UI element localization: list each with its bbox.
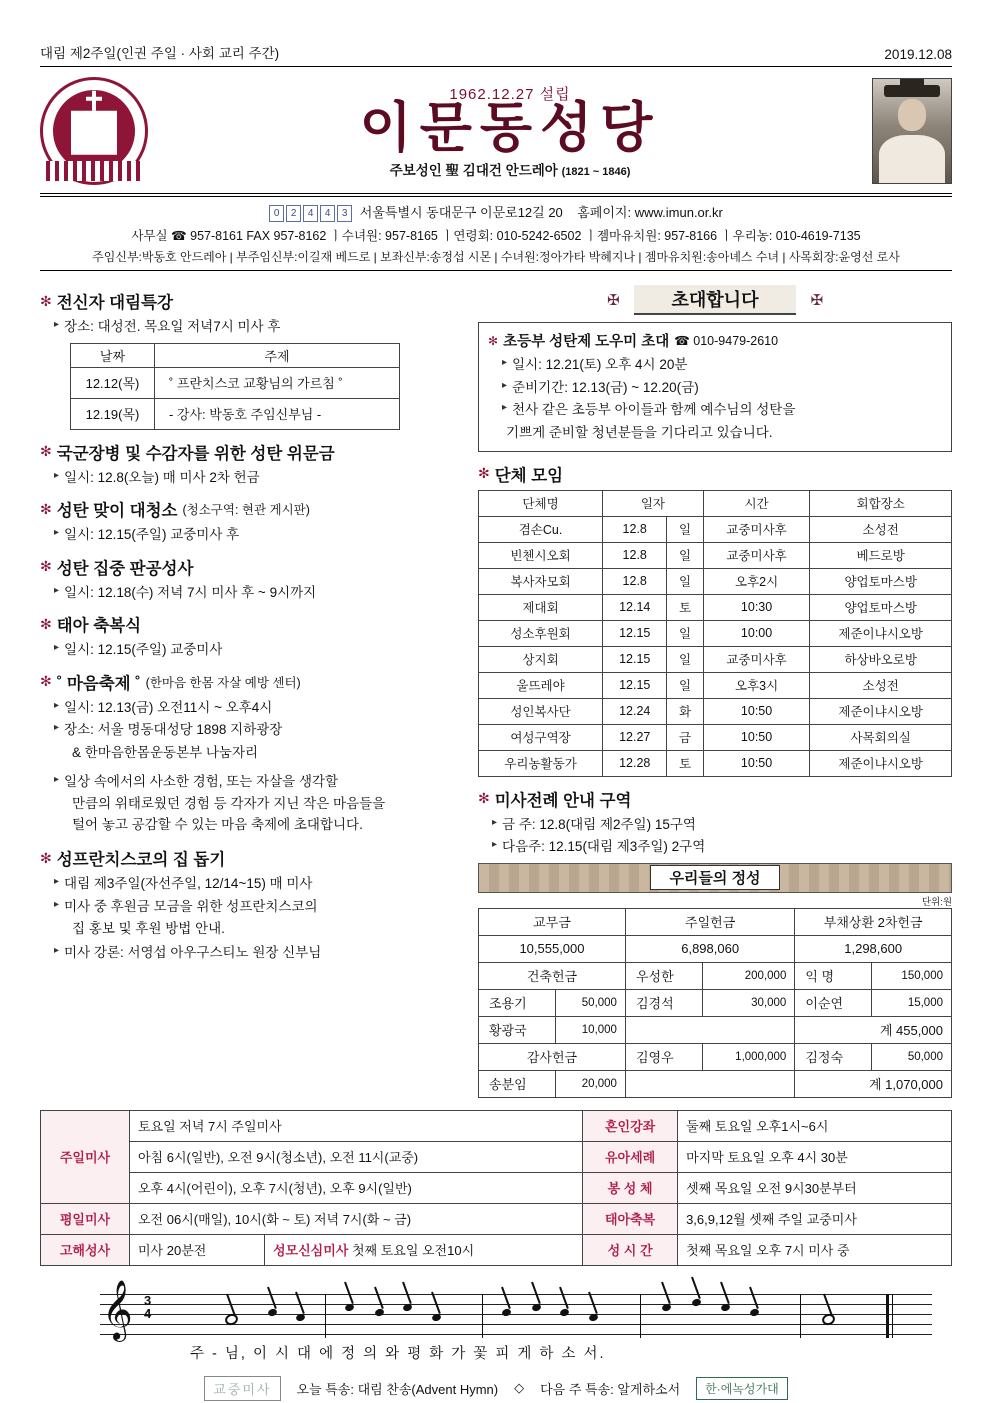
list-item [54, 525, 460, 545]
table-cell: 여성구역장 [479, 724, 603, 750]
table-cell: 빈첸시오회 [479, 542, 603, 568]
table-cell: 토 [667, 750, 703, 776]
table-row [479, 750, 952, 776]
table-cell: 오전 06시(매일), 10시(화 ~ 토) 저녁 7시(화 ~ 금) [130, 1203, 583, 1234]
hymn-notation [40, 1280, 952, 1370]
list-item-label: 일시: 12.15(주일) 교중미사 [64, 642, 223, 658]
list-item-label: 일시: 12.18(수) 저녁 7시 미사 후 ~ 9시까지 [64, 584, 317, 600]
table-cell: 12.12(목) [71, 367, 155, 398]
table-row [479, 516, 952, 542]
sunday-title: 대림 제2주일(인권 주일 · 사회 교리 주간) [40, 46, 280, 61]
row-label: 봉 성 체 [583, 1172, 678, 1203]
table-cell: 12.15 [603, 646, 667, 672]
table-row [479, 962, 952, 989]
list-item-label: 장소: 서울 명동대성당 1898 지하광장 [64, 722, 283, 738]
invite-box [478, 322, 952, 452]
marian-mass-value: 첫째 토요일 오전10시 [351, 1243, 475, 1259]
list-item-continuation: 기쁘게 준비할 청년분들을 기다리고 있습니다. [506, 424, 773, 440]
divider-c [40, 270, 952, 271]
triangle-bullet-icon: ▸ [502, 357, 508, 369]
table-row [479, 542, 952, 568]
offering-unit: 단위:원 [921, 896, 952, 908]
section-title: 국군장병 및 수감자를 위한 성탄 위문금 [56, 444, 335, 463]
triangle-bullet-icon: ▸ [502, 379, 508, 391]
table-cell: 10:50 [703, 750, 810, 776]
list-item [492, 815, 952, 835]
section-title: 성탄 집중 판공성사 [56, 559, 194, 578]
table-header: 회합장소 [810, 490, 952, 516]
contact-line: 사무실 ☎ 957-8161 FAX 957-8162 ㅣ수녀원: 957-8165 ㅣ연령회: 010-5242-6502 ㅣ젬마유치원: 957-8166 ㅣ우리농: 010-4619-7135 [131, 229, 861, 244]
table-row [41, 1203, 952, 1234]
list-item-label: 대림 제3주일(자선주일, 12/14~15) 매 미사 [64, 876, 313, 892]
section-subtitle: (한마음 한몸 자살 예방 센터) [145, 675, 301, 690]
triangle-bullet-icon: ▸ [54, 642, 60, 654]
section-confession [40, 555, 460, 579]
zip-digit: 3 [337, 205, 352, 222]
flower-mark-icon: ✻ [40, 558, 52, 575]
patron-portrait [872, 78, 952, 184]
church-name: 이문동성당 [359, 98, 661, 159]
divider-top [40, 66, 952, 67]
diamond-icon: ◇ [514, 1380, 525, 1396]
table-cell: 12.19(목) [71, 398, 155, 429]
table-cell: 둘째 토요일 오후1시~6시 [678, 1110, 952, 1141]
cross-icon: ✠ [606, 292, 620, 310]
zip-digit: 4 [303, 205, 318, 222]
zip-code [269, 205, 352, 222]
zip-digit: 2 [286, 205, 301, 222]
list-item [502, 400, 942, 420]
footer-bar [40, 1376, 952, 1401]
table-row [479, 620, 952, 646]
row-label: 유아세례 [583, 1141, 678, 1172]
table-cell: 12.15 [603, 672, 667, 698]
section-mass-district [478, 787, 952, 811]
list-item-label: 미사 중 후원금 모금을 위한 성프란치스코의 [64, 898, 318, 914]
time-signature-bottom: 4 [144, 1306, 152, 1322]
list-item [492, 837, 952, 857]
table-cell: 성소후원회 [479, 620, 603, 646]
staff-line: 주임신부:박동호 안드레아 | 부주임신부:이길재 베드로 | 보좌신부:송정섭 시몬 | 수녀원:정아가타 박혜지나 | 젬마유치원:송아녜스 수녀 | 사목회장:윤영선 로사 [92, 250, 900, 265]
list-item [54, 317, 460, 337]
table-row [479, 594, 952, 620]
table-cell: 김경석 [625, 989, 702, 1016]
table-cell: 겸손Cu. [479, 516, 603, 542]
table-cell: 김영우 [625, 1043, 702, 1070]
table-cell: 제준이냐시오방 [810, 698, 952, 724]
triangle-bullet-icon: ▸ [54, 527, 60, 539]
triangle-bullet-icon: ▸ [54, 319, 60, 331]
table-cell [265, 1234, 583, 1265]
table-cell: 황광국 [479, 1016, 556, 1043]
table-cell: 일 [667, 542, 703, 568]
table-cell: 금 [667, 724, 703, 750]
invite-title: 초대합니다 [634, 285, 797, 315]
table-cell: 토 [667, 594, 703, 620]
issue-date: 2019.12.08 [884, 47, 952, 62]
right-column [478, 279, 952, 1098]
table-row [479, 989, 952, 1016]
invite-box-title [488, 330, 942, 351]
table-header: 주일헌금 [625, 908, 794, 935]
table-cell: 10:00 [703, 620, 810, 646]
table-cell: 20,000 [555, 1070, 625, 1097]
table-cell: 12.8 [603, 568, 667, 594]
table-cell: 교중미사후 [703, 646, 810, 672]
hymn-lyrics: 주 - 님, 이 시 대 에 정 의 와 평 화 가 꽃 피 게 하 소 서. [190, 1345, 606, 1362]
table-row [41, 1110, 952, 1141]
homepage-link[interactable]: 홈페이지: www.imun.or.kr [577, 205, 723, 220]
table-cell: 우성한 [625, 962, 702, 989]
table-cell: 양업토마스방 [810, 594, 952, 620]
table-row [41, 1234, 952, 1265]
next-hymn: 다음 주 특송: 알게하소서 [540, 1381, 681, 1397]
table-row [479, 672, 952, 698]
table-cell: 아침 6시(일반), 오전 9시(청소년), 오전 11시(교중) [130, 1141, 583, 1172]
time-signature-top: 3 [144, 1292, 152, 1308]
list-item [54, 943, 460, 963]
invite-phone: ☎ 010-9479-2610 [674, 334, 779, 349]
table-cell: 사목회의실 [810, 724, 952, 750]
flower-mark-icon: ✻ [40, 443, 52, 460]
invite-heading [478, 285, 952, 315]
table-cell: 성인복사단 [479, 698, 603, 724]
table-cell-empty [625, 1070, 794, 1097]
table-cell: 10:50 [703, 698, 810, 724]
masthead [40, 75, 952, 187]
triangle-bullet-icon: ▸ [54, 945, 60, 957]
group-meeting-table [478, 490, 952, 777]
table-cell: 150,000 [872, 962, 952, 989]
table-row [479, 698, 952, 724]
table-cell: 첫째 목요일 오후 7시 미사 중 [678, 1234, 952, 1265]
table-cell: 울뜨레야 [479, 672, 603, 698]
table-cell: 오후2시 [703, 568, 810, 594]
table-cell: 화 [667, 698, 703, 724]
offering-banner-label: 우리들의 정성 [650, 865, 779, 890]
table-cell-empty [625, 1016, 794, 1043]
triangle-bullet-icon: ▸ [54, 584, 60, 596]
section-subtitle: (청소구역: 현관 게시판) [182, 503, 310, 518]
building-offering-label: 건축헌금 [479, 962, 626, 989]
today-hymn: 오늘 특송: 대림 찬송(Advent Hymn) [296, 1381, 499, 1397]
choir-name-stamp: 한·에녹성가대 [696, 1377, 788, 1400]
table-cell: 익 명 [795, 962, 872, 989]
table-header: 교무금 [479, 908, 626, 935]
table-cell: 12.28 [603, 750, 667, 776]
table-row [479, 1016, 952, 1043]
table-cell: 제준이냐시오방 [810, 620, 952, 646]
triangle-bullet-icon: ▸ [54, 699, 60, 711]
table-cell: 3,6,9,12월 셋째 주일 교중미사 [678, 1203, 952, 1234]
thanks-subtotal: 계 1,070,000 [795, 1070, 952, 1097]
patron-text: 주보성인 聖 김대건 안드레아 [389, 162, 558, 178]
list-item-label: 일상 속에서의 사소한 경험, 또는 자살을 생각할 [64, 773, 339, 789]
table-cell: - 강사: 박동호 주임신부님 - [154, 398, 399, 429]
section-title: 성프란치스코의 집 돕기 [56, 851, 226, 870]
table-row [71, 367, 400, 398]
table-cell: 이순연 [795, 989, 872, 1016]
section-title: 태아 축복식 [56, 617, 142, 636]
table-cell: 양업토마스방 [810, 568, 952, 594]
list-item-label: 다음주: 12.15(대림 제3주일) 2구역 [502, 839, 706, 855]
list-item-continuation: & 한마음한몸운동본부 나눔자리 [72, 745, 259, 760]
list-item [502, 355, 942, 375]
list-item [54, 698, 460, 718]
address-text: 서울특별시 동대문구 이문로12길 20 [359, 205, 563, 220]
list-item [54, 874, 460, 894]
table-cell: 12.8 [603, 542, 667, 568]
top-line [40, 0, 952, 62]
row-label: 태아축복 [583, 1203, 678, 1234]
table-row [479, 568, 952, 594]
weekday-mass-label: 평일미사 [41, 1203, 130, 1234]
triangle-bullet-icon: ▸ [54, 773, 60, 785]
section-title: 미사전례 안내 구역 [494, 791, 632, 810]
section-mind-festival [40, 670, 460, 694]
offering-table [478, 908, 952, 1098]
title-block [148, 83, 872, 179]
list-item-label: 천사 같은 초등부 아이들과 함께 예수님의 성탄을 [512, 402, 796, 418]
flower-mark-icon: ✻ [488, 333, 499, 348]
table-cell: 12.27 [603, 724, 667, 750]
table-header: 부채상환 2차헌금 [795, 908, 952, 935]
table-cell: 복사자모회 [479, 568, 603, 594]
patron-years: (1821 ~ 1846) [561, 165, 631, 178]
section-title: 성탄 맞이 대청소 [56, 502, 178, 521]
table-cell: 토요일 저녁 7시 주일미사 [130, 1110, 583, 1141]
triangle-bullet-icon: ▸ [54, 469, 60, 481]
list-item [54, 772, 460, 792]
list-item-continuation: 털어 놓고 공감할 수 있는 마음 축제에 초대합니다. [72, 817, 363, 833]
zip-digit: 0 [269, 205, 284, 222]
table-cell: 1,298,600 [795, 935, 952, 962]
table-cell: 10,000 [555, 1016, 625, 1043]
building-subtotal: 계 455,000 [795, 1016, 952, 1043]
table-cell: 일 [667, 646, 703, 672]
list-item-continuation: 만큼의 위태로웠던 경험 등 각자가 지닌 작은 마음들을 [72, 796, 386, 812]
list-item [54, 468, 460, 488]
table-cell: 10,555,000 [479, 935, 626, 962]
table-cell: 일 [667, 568, 703, 594]
section-franciscan-house [40, 846, 460, 870]
triangle-bullet-icon: ▸ [54, 898, 60, 910]
parish-crest-icon [40, 77, 148, 185]
section-group-meetings [478, 462, 952, 486]
list-item [502, 378, 942, 398]
table-cell: 오후 4시(어린이), 오후 7시(청년), 오후 9시(일반) [130, 1172, 583, 1203]
flower-mark-icon: ✻ [40, 673, 52, 690]
flower-mark-icon: ✻ [40, 292, 52, 309]
table-header: 단체명 [479, 490, 603, 516]
table-header: 일자 [603, 490, 704, 516]
table-row [479, 1043, 952, 1070]
table-header: 시간 [703, 490, 810, 516]
flower-mark-icon: ✻ [40, 615, 52, 632]
confession-label: 고해성사 [41, 1234, 130, 1265]
list-item-label: 미사 강론: 서영섭 아우구스티노 원장 신부님 [64, 945, 322, 961]
triangle-bullet-icon: ▸ [54, 722, 60, 734]
table-cell: 교중미사후 [703, 516, 810, 542]
table-cell: 12.8 [603, 516, 667, 542]
marian-mass-label: 성모신심미사 [273, 1243, 349, 1259]
table-cell: 소성전 [810, 516, 952, 542]
table-cell: 200,000 [702, 962, 795, 989]
flower-mark-icon: ✻ [40, 500, 52, 517]
table-cell: 12.14 [603, 594, 667, 620]
section-title: 단체 모임 [494, 466, 564, 485]
triangle-bullet-icon: ▸ [54, 876, 60, 888]
sunday-mass-label: 주일미사 [41, 1110, 130, 1203]
content-columns [40, 279, 952, 1098]
table-cell: 소성전 [810, 672, 952, 698]
table-cell: 교중미사후 [703, 542, 810, 568]
table-cell: ˚ 프란치스코 교황님의 가르침 ˚ [154, 367, 399, 398]
table-cell: 상지회 [479, 646, 603, 672]
list-item-label: 준비기간: 12.13(금) ~ 12.20(금) [512, 379, 699, 395]
list-item-label: 일시: 12.21(토) 오후 4시 20분 [512, 357, 688, 373]
thanks-offering-label: 감사헌금 [479, 1043, 626, 1070]
table-cell: 50,000 [555, 989, 625, 1016]
table-cell: 오후3시 [703, 672, 810, 698]
table-cell: 미사 20분전 [130, 1234, 265, 1265]
table-row [71, 398, 400, 429]
section-advent-lecture [40, 289, 460, 313]
section-title: 전신자 대림특강 [56, 294, 173, 313]
table-cell: 30,000 [702, 989, 795, 1016]
time-signature [144, 1294, 151, 1321]
table-cell: 15,000 [872, 989, 952, 1016]
table-cell: 12.15 [603, 620, 667, 646]
patron-saint [158, 159, 862, 179]
list-item [54, 720, 460, 740]
invite-box-title-text: 초등부 성탄제 도우미 초대 [503, 334, 670, 351]
table-cell: 하상바오로방 [810, 646, 952, 672]
triangle-bullet-icon: ▸ [502, 402, 508, 414]
music-staff [100, 1294, 932, 1338]
table-cell: 송분임 [479, 1070, 556, 1097]
zip-digit: 4 [320, 205, 335, 222]
treble-clef-icon: 𝄞 [102, 1280, 133, 1339]
left-column [40, 279, 460, 1098]
table-row [41, 1172, 952, 1203]
table-cell: 12.24 [603, 698, 667, 724]
table-cell: 조용기 [479, 989, 556, 1016]
triangle-bullet-icon: ▸ [492, 839, 498, 851]
table-cell: 일 [667, 620, 703, 646]
cross-icon: ✠ [810, 292, 824, 310]
table-row [479, 724, 952, 750]
mass-schedule-table [40, 1110, 952, 1266]
list-item [54, 583, 460, 603]
table-row [41, 1141, 952, 1172]
section-fetus-blessing [40, 612, 460, 636]
table-row [479, 1070, 952, 1097]
table-cell: 제대회 [479, 594, 603, 620]
divider-a [40, 193, 952, 194]
triangle-bullet-icon: ▸ [492, 816, 498, 828]
list-item-label: 장소: 대성전. 목요일 저녁7시 미사 후 [64, 319, 281, 335]
table-cell: 50,000 [872, 1043, 952, 1070]
section-title: ˚ 마음축제 ˚ [56, 674, 141, 693]
list-item-label: 일시: 12.15(주일) 교중미사 후 [64, 527, 240, 543]
list-item-continuation: 집 홍보 및 후원 방법 안내. [72, 921, 225, 937]
row-label: 혼인강좌 [583, 1110, 678, 1141]
lecture-table [70, 343, 400, 430]
list-item [54, 640, 460, 660]
flower-mark-icon: ✻ [478, 790, 490, 807]
table-cell: 10:50 [703, 724, 810, 750]
divider-b [40, 196, 952, 197]
established-text: 1962.12.27 설립 [449, 86, 571, 104]
section-cleaning [40, 497, 460, 521]
section-christmas-gift [40, 440, 460, 464]
list-item-label: 일시: 12.13(금) 오전11시 ~ 오후4시 [64, 699, 273, 715]
table-cell: 제준이냐시오방 [810, 750, 952, 776]
table-cell: 일 [667, 672, 703, 698]
choir-stamp: 교중미사 [204, 1376, 280, 1401]
flower-mark-icon: ✻ [478, 465, 490, 482]
table-header: 날짜 [71, 343, 155, 367]
table-header: 주제 [154, 343, 399, 367]
flower-mark-icon: ✻ [40, 849, 52, 866]
table-row [479, 935, 952, 962]
table-cell: 일 [667, 516, 703, 542]
table-cell: 1,000,000 [702, 1043, 795, 1070]
list-item-label: 금 주: 12.8(대림 제2주일) 15구역 [502, 816, 696, 832]
offering-banner [478, 863, 952, 893]
table-row [479, 646, 952, 672]
table-cell: 6,898,060 [625, 935, 794, 962]
list-item-label: 일시: 12.8(오늘) 매 미사 2차 헌금 [64, 469, 260, 485]
table-cell: 마지막 토요일 오후 4시 30분 [678, 1141, 952, 1172]
table-cell: 10:30 [703, 594, 810, 620]
table-cell: 우리농활동가 [479, 750, 603, 776]
table-cell: 김정숙 [795, 1043, 872, 1070]
list-item [54, 897, 460, 917]
table-cell: 베드로방 [810, 542, 952, 568]
row-label: 성 시 간 [583, 1234, 678, 1265]
table-cell: 셋째 목요일 오전 9시30분부터 [678, 1172, 952, 1203]
address-line [40, 202, 952, 222]
